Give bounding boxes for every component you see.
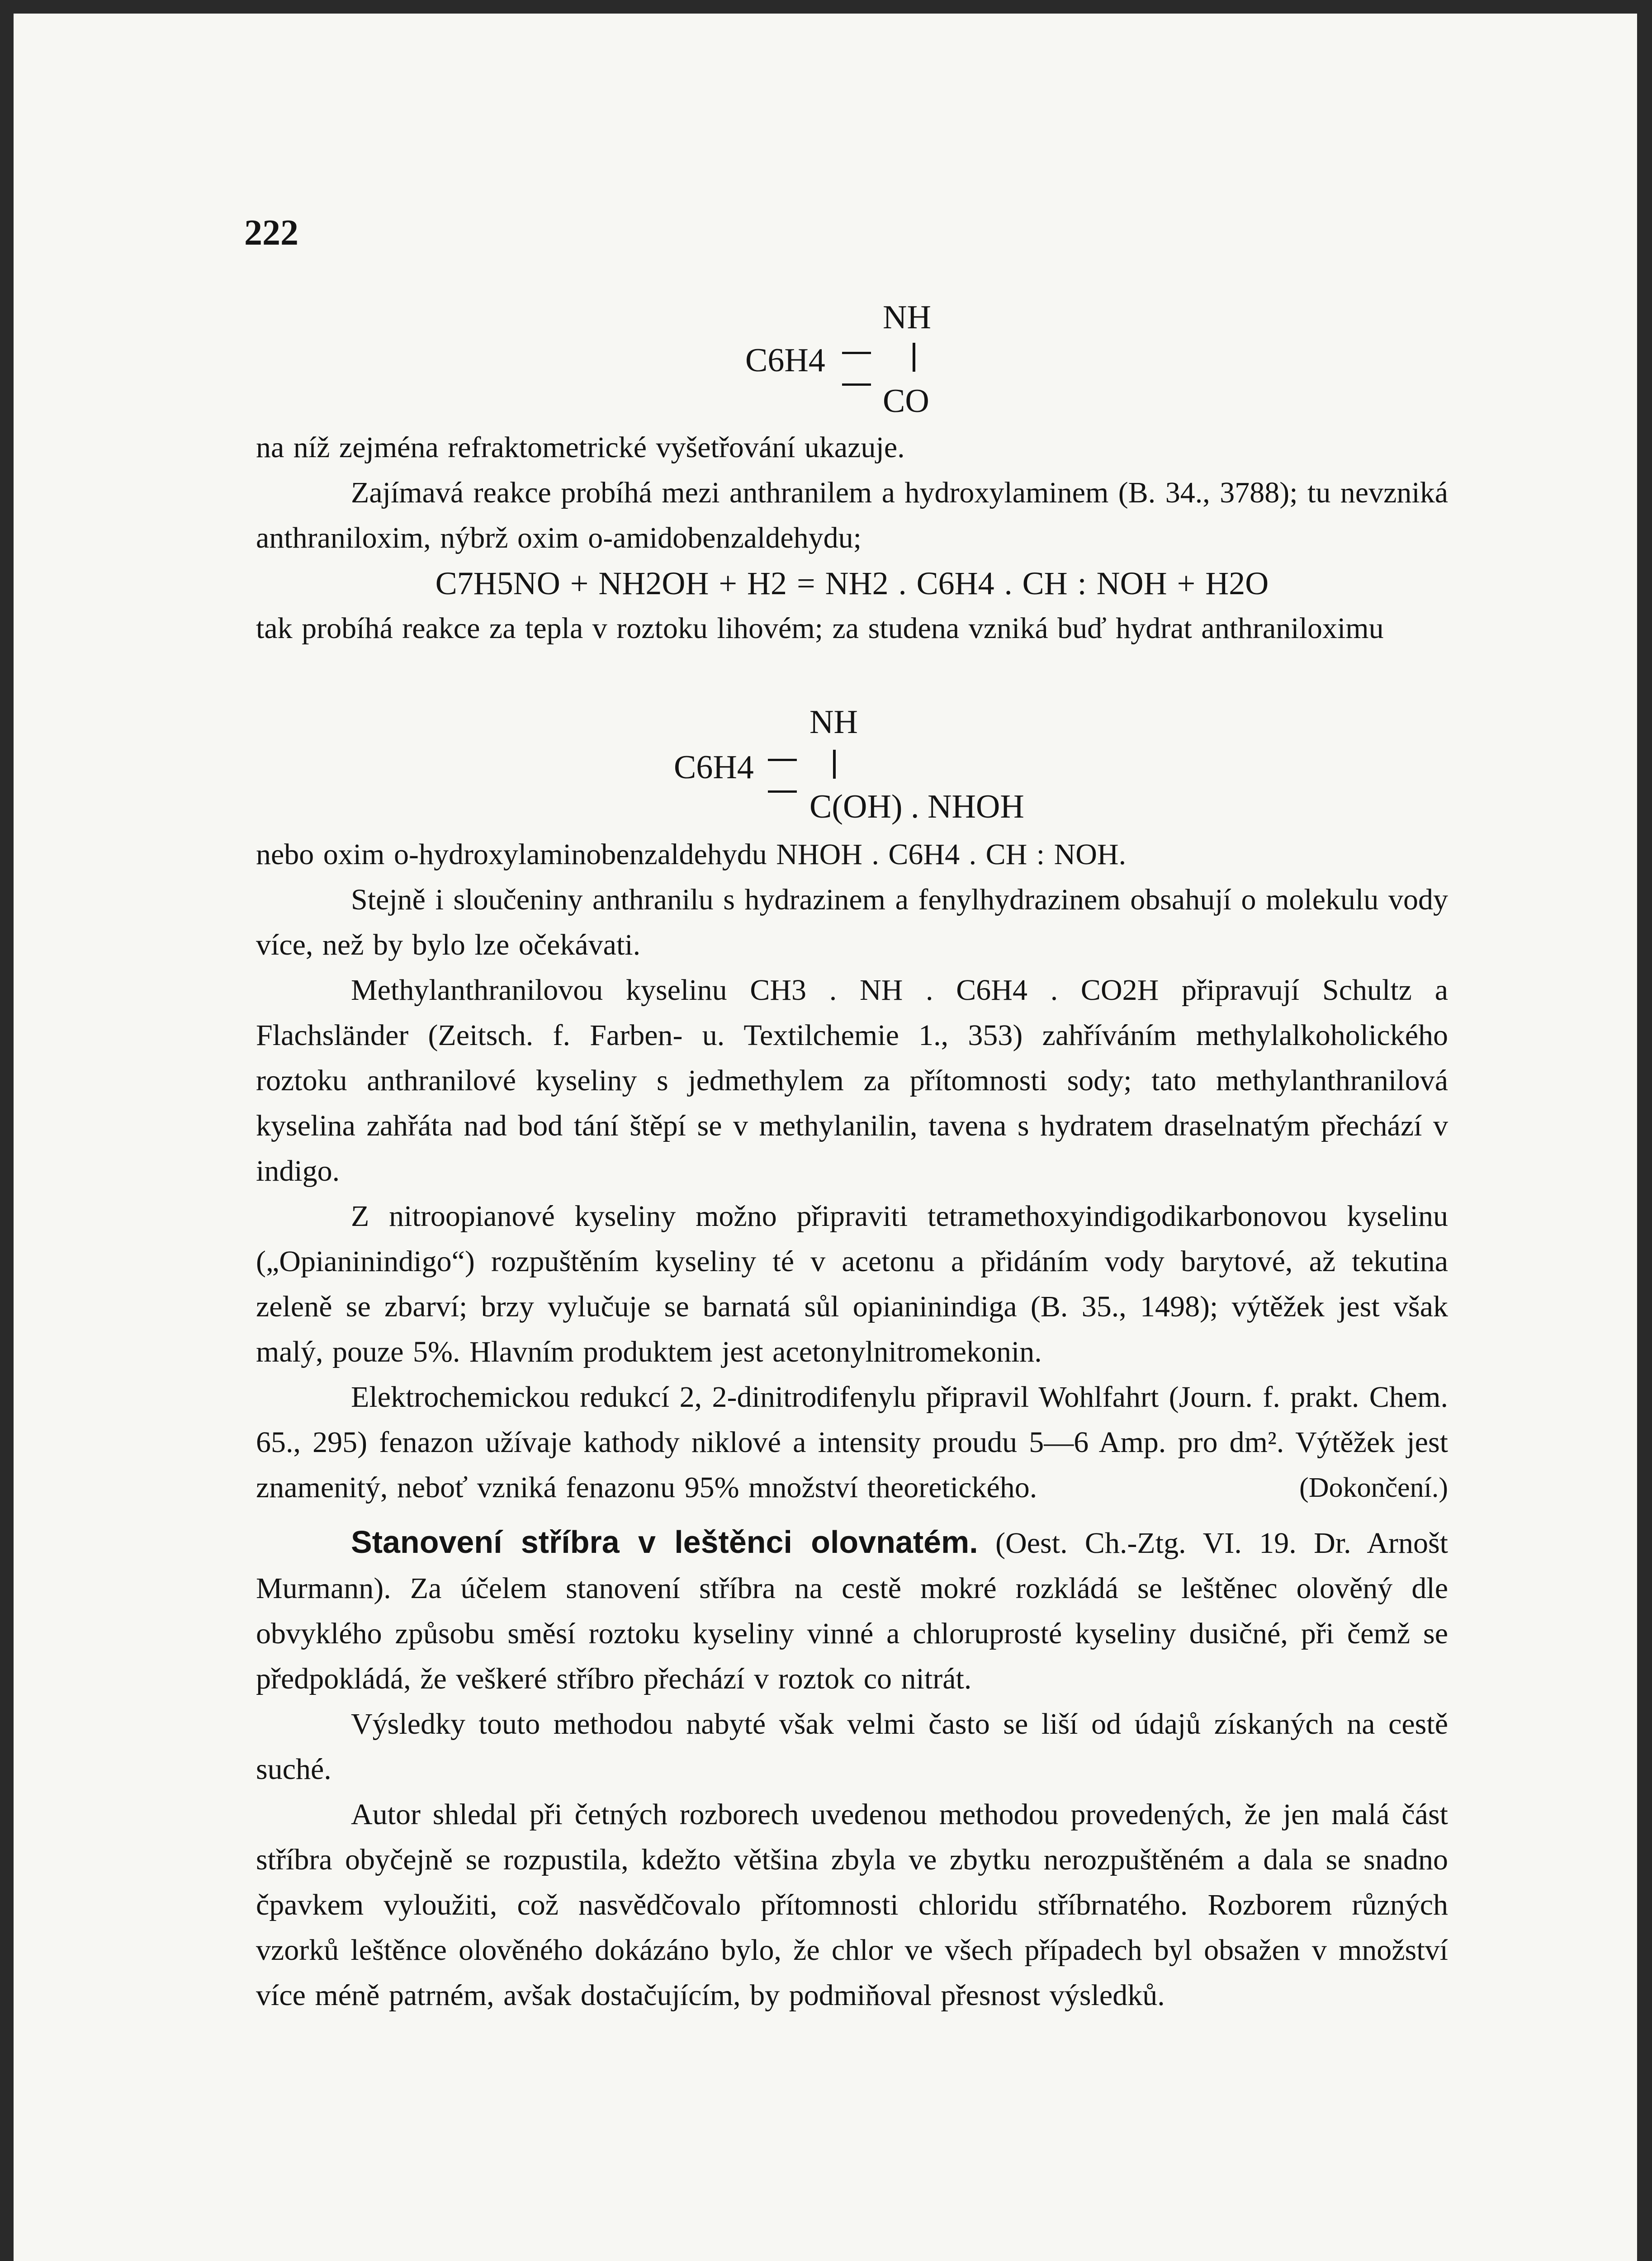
intro-line: na níž zejména refraktometrické vyšetřování ukazuje. xyxy=(256,431,905,464)
paragraph-7 xyxy=(256,1375,1448,1510)
formula-1-bond-bottom xyxy=(842,383,871,386)
paragraph-4: Stejně i sloučeniny anthranilu s hydrazinem a fenylhydrazinem obsahují o molekulu vody více, než by bylo lze očekávati. xyxy=(256,883,1448,961)
paragraph-8: (Oest. Ch.-Ztg. VI. 19. Dr. Arnošt Murmann). Za účelem stanovení stříbra na cestě mokré rozkládá se leštěnec olověný dle obvyklého způsobu směsí roztoku kyseliny vinné a chloruprosté kyseliny dusičné, při čemž se předpokládá, že veškeré stříbro přechází v roztok co nitrát. xyxy=(256,1527,1448,1695)
document-page xyxy=(14,14,1637,2261)
continued-note: (Dokončení.) xyxy=(1299,1472,1448,1503)
formula-2-link: C(OH) . NHOH xyxy=(809,788,1024,825)
formula-1-group: NH xyxy=(883,299,931,336)
formula-2-bond-vertical xyxy=(833,750,836,779)
article-heading: Stanovení stříbra v leštěnci olovnatém. xyxy=(351,1524,978,1560)
paragraph-2: tak probíhá reakce za tepla v roztoku lihovém; za studena vzniká buď hydrat anthraniloximu xyxy=(256,612,1384,645)
page-number: 222 xyxy=(244,213,298,253)
text-block-top xyxy=(256,425,1448,651)
article-lead xyxy=(256,1519,1448,1702)
paragraph-7-text: Elektrochemickou redukcí 2, 2-dinitrodifenylu připravil Wohlfahrt (Journ. f. prakt. Chem. 65., 295) fenazon užívaje kathody niklové a intensity proudu 5—6 Amp. pro dm². Výtěžek jest znamenitý, neboť vzniká fenazonu 95% množství theoretického. xyxy=(256,1381,1448,1504)
formula-1-link: CO xyxy=(883,383,929,420)
formula-2-bond-bottom xyxy=(768,790,797,793)
formula-1-ring: C6H4 xyxy=(745,342,825,379)
paragraph-1: Zajímavá reakce probíhá mezi anthranilem a hydroxylaminem (B. 34., 3788); tu nevzniká anthraniloxim, nýbrž oxim o-amidobenzaldehydu; xyxy=(256,476,1448,554)
paragraph-10: Autor shledal při četných rozborech uvedenou methodou provedených, že jen malá část stříbra obyčejně se rozpustila, kdežto většina zbyla ve zbytku nerozpuštěném a dala se snadno čpavkem vyloužiti, což nasvědčovalo přítomnosti chloridu stříbrnatého. Rozborem různých vzorků leštěnce olověného dokázáno bylo, že chlor ve všech případech byl obsažen v množství více méně patrném, avšak dostačujícím, by podmiňoval přesnost výsledků. xyxy=(256,1798,1448,2012)
equation: C7H5NO + NH2OH + H2 = NH2 . C6H4 . CH : NOH + H2O xyxy=(435,565,1269,601)
formula-1-bond-vertical xyxy=(913,343,915,372)
formula-2-bond-top xyxy=(768,759,797,761)
paragraph-6: Z nitroopianové kyseliny možno připraviti tetramethoxyindigodikarbonovou kyselinu („Opianinindigo“) rozpuštěním kyseliny té v acetonu a přidáním vody barytové, až tekutina zeleně se zbarví; brzy vylučuje se barnatá sůl opianinindiga (B. 35., 1498); výtěžek jest však malý, pouze 5%. Hlavním produktem jest acetonylnitromekonin. xyxy=(256,1200,1448,1368)
text-block-main xyxy=(256,832,1448,2018)
paragraph-9: Výsledky touto methodou nabyté však velmi často se liší od údajů získaných na cestě suché. xyxy=(256,1708,1448,1786)
formula-2-group: NH xyxy=(809,704,858,741)
paragraph-5: Methylanthranilovou kyselinu CH3 . NH . C6H4 . CO2H připravují Schultz a Flachsländer (Zeitsch. f. Farben- u. Textilchemie 1., 353) zahříváním methylalkoholického roztoku anthranilové kyseliny s jedmethylem za přítomnosti sody; tato methylanthranilová kyselina zahřáta nad bod tání štěpí se v methylanilin, tavena s hydratem draselnatým přechází v indigo. xyxy=(256,974,1448,1187)
formula-2-ring: C6H4 xyxy=(674,749,754,786)
paragraph-3: nebo oxim o-hydroxylaminobenzaldehydu NHOH . C6H4 . CH : NOH. xyxy=(256,838,1127,871)
formula-1-bond-top xyxy=(842,352,871,354)
